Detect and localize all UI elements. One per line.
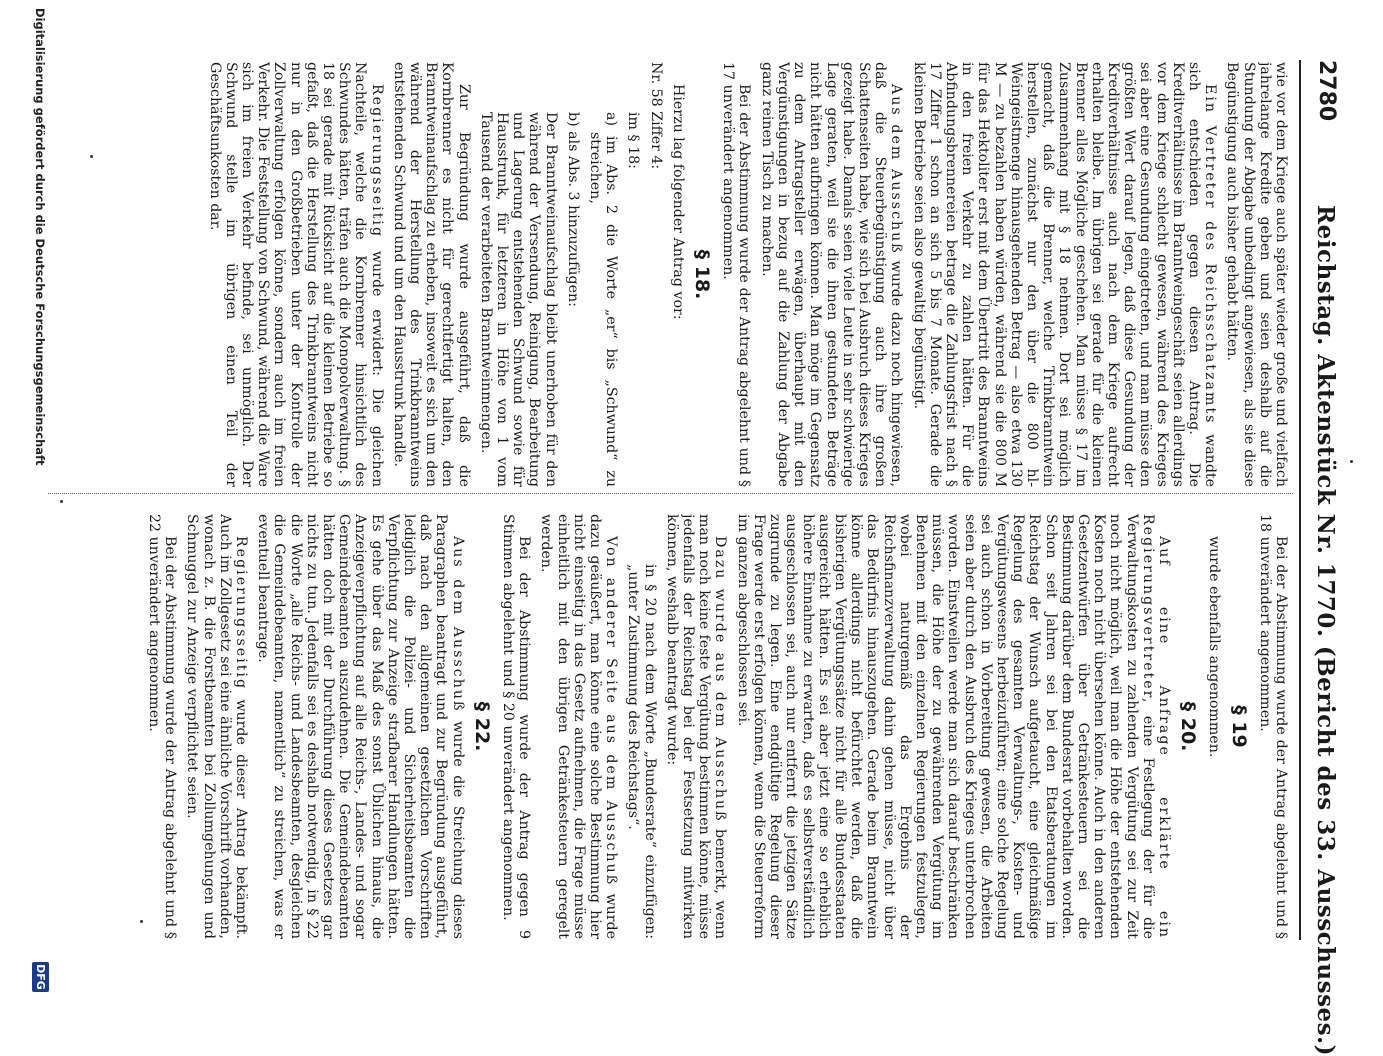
dfg-logo: DFG [32,962,49,992]
page-header [1299,60,1339,1056]
motion-item-b: b) als Abs. 3 hinzuzufügen: [564,112,581,307]
right-column [39,514,1289,939]
paragraph-text: eine Festlegung der für die Verwaltungskosten zu zahlenden Vergütung sei zur Zeit noch nicht möglich, weil man die Höhe der entstehenden Kosten noch nicht übersehen könne. Auch in den anderen Gesetzentwürfen über Getränkesteuern sei die Bestimmung darüber dem Bundesrat vorbehalten worden. Schon seit Jahren sei bei den Etatsberatungen im Reichstag der Wunsch aufgetaucht, eine gleichmäßige Regelung des gesamten Verwaltungs-, Kosten- und Vergütungswesens herbeizuführen; eine solche Regelung sei auch schon in Vorbereitung gewesen, die Arbeiten seien aber durch den Ausbruch des Krieges unterbrochen worden. Einstweilen werde man sich darauf beschränken müssen, die Höhe der zu gewährenden Vergütung im Benehmen mit den einzelnen Regierungen festzulegen, wobei naturgemäß das Ergebnis der Reichsfinanzverwaltung dahin gehen müsse, nicht über das Bedürfnis hinauszugehen. Gerade beim Branntwein könne allerdings nicht befürchtet werden, daß die bisherigen Vergütungssätze nicht für alle Bundesstaaten ausgereicht hätten. Es sei aber jetzt eine so erheblich höhere Einnahme zu erwarten, daß es selbstverständlich ausgeschlossen sei, auch nur entfernt die jetzigen Sätze zugrunde zu legen. Eine endgültige Regelung dieser Frage werde erst erfolgen können, wenn die Steuerreform im ganzen abgeschlossen sei. [734,514,1156,939]
speaker-label: Dazu wurde aus dem Ausschuß [712,536,729,823]
paragraph-text: wurde die Streichung dieses Paragraphen beantragt und zur Begründung ausgeführt, daß nach den allgemeinen gesetzlichen Vorschriften lediglich die Polizei- und Sicherheitsbeamten die Verpflichtung zur Anzeige strafbarer Handlungen hätten. Es gehe über das Maß des sonst Üblichen hinaus, die Anzeigeverpflichtung auf alle Reichs-, Landes- und sogar Gemeindebeamten auszudehnen. Die Gemeindebeamten hätten doch mit der Durchführung dieses Gesetzes gar nichts zu tun. Jedenfalls sei es deshalb notwendig, in § 22 die Worte „alle Reichs- und Landesbeamten, desgleichen die Gemeindebeamten, namentlich“ zu streichen, was er eventuell beantrage. [255,514,466,939]
print-speck [90,155,93,158]
paragraph [664,514,729,939]
paragraph [255,514,466,939]
paragraph: Zur Begründung wurde ausgeführt, daß die Kornbrenner es nicht für gerechtfertigt halten, den Branntweinaufschlag zu erheben, insoweit es sich um den während der Herstellung des Trinkbranntweins entstehenden Schwund und um den Hausstrunk handle. [390,62,472,487]
speaker-label: Regierungsseitig [233,536,250,691]
credit-text: Digitalisierung gefördert durch die Deutsche Forschungsgemeinschaft [33,8,47,466]
paragraph: Bei der Abstimmung wurde der Antrag abgelehnt und § 17 unverändert angenommen. [720,62,753,487]
section-heading-19: § 19 [1227,705,1250,748]
paragraph [206,62,384,487]
speaker-label: Auf eine Anfrage erklärte ein Regierungsvertreter, [1139,514,1172,939]
digitization-credit [29,0,49,1000]
paragraph [538,514,619,939]
header-rule [1299,60,1301,940]
paragraph: Bei der Abstimmung wurde der Antrag abgelehnt und § 18 unverändert angenommen. [1256,514,1289,939]
paragraph [184,514,249,939]
print-speck [1350,460,1353,463]
print-speck [60,500,63,503]
page-number: 2780 [1314,60,1339,122]
speaker-label: Ein Vertreter des Reichsschatzamts [1202,84,1219,425]
left-column [39,62,1289,487]
paragraph: Bei der Abstimmung wurde der Antrag gegen 9 Stimmen abgelehnt und § 20 unverändert angenommen. [500,514,533,939]
running-title: Reichstag. Aktenstück Nr. 1770. (Bericht des 33. Ausschusses.) [1312,205,1339,1056]
paragraph-text: wandte sich entschieden gegen diesen Antrag. Die Kreditverhältnisse im Branntweingeschäft seien allerdings vor dem Kriege schlecht gewesen, während des Krieges sei aber eine Gesundung eingetreten, und man müsse den größten Wert darauf legen, daß diese Gesundung der Kreditverhältnisse auch nach dem Kriege aufrecht erhalten bleibe. Im übrigen sei gerade für die kleinen Brenner alles Mögliche geschehen. Man müsse § 17 im Zusammenhang mit § 18 nehmen. Dort sei möglich gemacht, daß die Brenner, welche Trinkbranntwein herstellen, zunächst nur den über die 800 hl-Weingeistmenge hinausgehenden Betrag — also etwa 130 M — zu bezahlen haben würden, während sie die 800 M für das Hektoliter erst mit dem Übertritt des Branntweins in den freien Verkehr zu zahlen hätten. Für die Abfindungsbrennereien betrage die Zahlungsfrist nach § 17 Ziffer 1 schon an sich 5 bis 7 Monate. Gerade die kleinen Betriebe seien also gewaltig begünstigt. [910,62,1219,487]
motion-quote: in § 20 nach dem Worte „Bundesrate“ einzufügen: „unter Zustimmung des Reichstags“. [625,564,658,939]
section-heading-20: § 20. [1177,701,1200,752]
print-speck [140,920,143,923]
speaker-label: Von anderer Seite aus dem Ausschuß [603,536,620,887]
speaker-label: Regierungsseitig [368,84,385,239]
section-heading-22: § 22. [470,701,493,752]
paragraph-text: wurde dieser Antrag bekämpft. Auch im Zollgesetz sei eine ähnliche Vorschrift vorhanden, wonach z. B. die Forstbeamten bei Zollumgehungen und Schmuggel zur Anzeige verpflichtet seien. [184,514,250,939]
speaker-label: Aus dem Ausschuß [888,84,905,255]
motion-quote: Der Branntweinaufschlag bleibt unerhoben für den während der Versendung, Reinigung, Bearbeitung und Lagerung entstehenden Schwund sowie für Hausstrunk, für letzteren in Höhe von 1 vom Tausend der verarbeiteten Branntweinmengen. [477,112,559,487]
paragraph [910,62,1218,487]
column-divider [48,493,1293,494]
speaker-label: Aus dem Ausschuß [449,536,466,713]
paragraph-text: wurde erwidert: Die gleichen Nachteile, welche die Kornbrenner hinsichtlich des Schwundes hätten, träfen auch die Monopolverwaltung. § 18 sei gerade mit Rücksicht auf die kleinen Betriebe so gefaßt, daß die Herstellung des Trinkbranntweins nicht nur in den Großbetrieben unter der Kontrolle der Zollverwaltung erfolgen könne, sondern auch im freien Verkehr. Die Feststellung von Schwund, während die Ware sich im freien Verkehr befinde, sei unmöglich. Der Schwund stelle im übrigen einen Teil der Geschäftsunkosten dar. [206,62,385,487]
paragraph-text: wurde dazu geäußert, man könne eine solche Bestimmung hier nicht einseitig in das Gesetz aufnehmen, die Frage müsse einheitlich mit den übrigen Getränkesteuern geregelt werden. [538,514,620,939]
paragraph-text: wurde dazu noch hingewiesen, daß die Steuerbegünstigung auch ihre großen Schattenseiten habe, wie sich bei Ausbruch dieses Krieges gezeigt habe. Damals seien viele Leute in sehr schwierige Lage geraten, weil sie die ihnen gestundeten Beträge nicht hätten aufbringen können. Man möge im Gegensatz zu dem Antragsteller erwägen, überhaupt mit den Vergünstigungen in bezug auf die Zahlung der Abgabe ganz reinen Tisch zu machen. [758,62,905,487]
section-heading-18: § 18. [691,249,714,300]
paragraph: Bei der Abstimmung wurde der Antrag abgelehnt und § 22 unverändert angenommen. [146,514,179,939]
motion-line: im § 18: [625,112,642,169]
paragraph [759,62,905,487]
motion-reference: Nr. 58 Ziffer 4: [647,62,664,170]
paragraph: wurde ebenfalls angenommen. [1206,536,1223,758]
paragraph: Hierzu lag folgender Antrag vor: [669,84,686,320]
motion-item-a: a) im Abs. 2 die Worte „er“ bis „Schwund“ zu streichen, [587,112,620,487]
paragraph-text: bemerkt, wenn man noch keine feste Vergütung bestimmen könne, müsse jedenfalls der Reichstag bei der Festsetzung mitwirken können, weshalb beantragt wurde: [663,514,729,939]
paragraph [735,514,1172,939]
paragraph: wie vor dem Kriege auch später wieder große und vielfach jahrelange Kredite geben und seien deshalb auf die Stundung der Abgabe unbedingt angewiesen, als sie diese Begünstigung auch bisher gehabt hätten. [1224,62,1289,487]
